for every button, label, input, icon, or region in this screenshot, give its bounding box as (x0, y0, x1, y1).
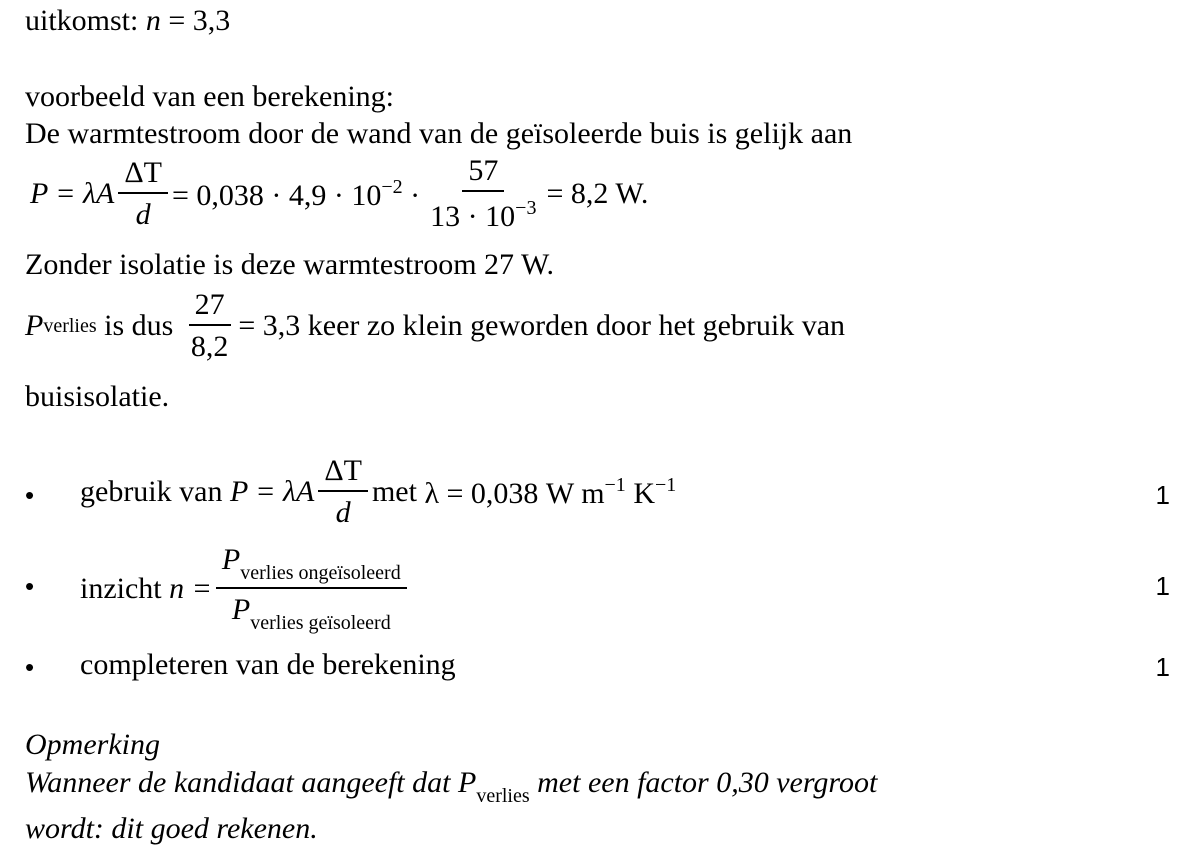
result-value: = 3,3 (160, 4, 231, 37)
ratio-result: = 3,3 (238, 309, 301, 342)
p-symbol: P (25, 309, 44, 342)
fraction-denominator: $13 \cdot 10^{-3}$ (430, 197, 537, 233)
fraction-numerator: $P_{verlies ongeïsoleerd}$ (216, 545, 407, 589)
fraction-denominator: 8,2 (190, 330, 229, 363)
remark-line-2: wordt: dit goed rekenen. (25, 812, 318, 845)
criterion-prefix: gebruik van (80, 475, 230, 508)
formula-result: = 8,2 W. (546, 177, 649, 210)
fraction-insight (216, 545, 407, 633)
score: 1 (1155, 571, 1170, 601)
ratio-tail: keer zo klein geworden door het gebruik van (300, 309, 846, 342)
criterion-text (80, 456, 676, 528)
criterion-text (80, 545, 411, 633)
criterion-prefix: inzicht (80, 572, 170, 605)
sentence-no-insulation: Zonder isolatie is deze warmtestroom 27 W. (25, 248, 555, 281)
fraction-numerator: ΔT (318, 456, 368, 492)
fraction-ratio (185, 290, 235, 362)
formula-lhs: n = (169, 572, 212, 605)
ratio-line (25, 290, 845, 362)
bullet: • (25, 480, 35, 510)
ratio-mid: is dus (96, 309, 181, 342)
formula-lhs: P = λA (229, 475, 315, 508)
fraction-dT-d (118, 158, 168, 230)
remark-heading: Opmerking (25, 728, 160, 761)
bullet: • (25, 652, 35, 682)
fraction-numerator: 57 (462, 156, 504, 192)
fraction-denominator: $P_{verlies geïsoleerd}$ (231, 593, 391, 634)
p-subscript: verlies (43, 315, 97, 337)
result-line (25, 6, 230, 36)
formula-heatflow (30, 156, 648, 232)
fraction-57 (424, 156, 542, 232)
fraction-numerator: ΔT (118, 158, 168, 194)
lambda-value: λ = 0,038 W $m^{-1}$ $K^{-1}$ (424, 474, 677, 510)
result-variable: n (145, 4, 161, 37)
remark-line-1: Wanneer de kandidaat aangeeft dat $P_{verlies}$ met een factor 0,30 vergroot (25, 766, 878, 807)
fraction-denominator: d (335, 496, 351, 529)
criterion-mid: met (371, 475, 425, 508)
example-heading: voorbeeld van een berekening: (25, 80, 395, 113)
result-label: uitkomst: (25, 4, 139, 37)
sentence-heatflow: De warmtestroom door de wand van de geïsoleerde buis is gelijk aan (25, 117, 853, 150)
criterion-text: completeren van de berekening (80, 648, 456, 681)
bullet: • (25, 571, 35, 601)
sentence-insulation: buisisolatie. (25, 380, 170, 413)
formula-mid: = $0,038 \cdot 4,9 \cdot 10^{-2}$ · (171, 176, 421, 212)
fraction-dT-d (318, 456, 368, 528)
score: 1 (1155, 480, 1170, 510)
score: 1 (1155, 652, 1170, 682)
fraction-numerator: 27 (189, 290, 231, 326)
fraction-denominator: d (135, 198, 151, 231)
formula-lhs: P = λA (30, 177, 115, 210)
